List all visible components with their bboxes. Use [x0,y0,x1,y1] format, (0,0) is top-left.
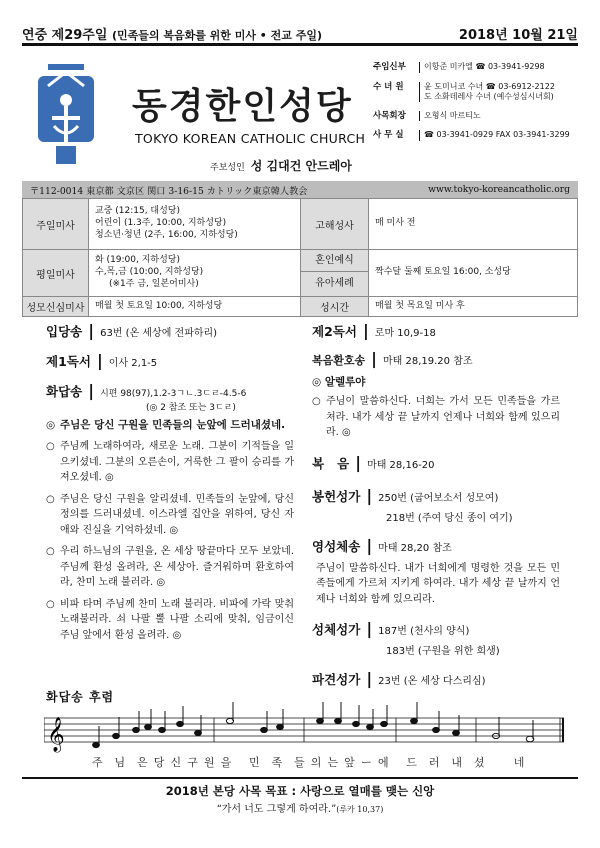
church-logo-icon [34,62,98,166]
psalm-verse [46,544,294,591]
verse-text: 주님은 당신 구원을 알리셨네. 민족들의 눈앞에, 당신 정의를 드러내셨네. 이스라엘 집안을 위하여, 당신 자애와 진실을 기억하셨네. ◎ [60,493,294,536]
verse-text: 비파 타며 주님께 찬미 노래 불러라. 비파에 가락 맞춰 노래불러라. 쇠 나팔 뿔 나팔 소리에 맞춰, 임금이신 주님 앞에서 환성 올려라. ◎ [60,598,294,641]
church-name-english: TOKYO KOREAN CATHOLIC CHURCH [135,131,366,146]
offertory-hymn-2: 218번 (주여 당신 종이 여기) [386,512,513,524]
recessional-text: 23번 (온 세상 다스리심) [378,676,486,688]
header-left [22,24,322,43]
verse-mark: ○ [312,396,321,408]
staff-info: 윤 도미니코 수녀 ☎ 03-6912-2122 도 소화데레사 수녀 (예수성심시녀회) [419,82,555,102]
psalm-reference: 시편 98(97),1.2-3ㄱㄴ.3ㄷㄹ-4.5-6 [100,389,247,399]
first-reading: 제1독서 | 이사 2,1-5 [46,351,158,370]
confession-label: 고해성사 [301,199,369,250]
church-name-korean: 동경한인성당 [132,86,353,127]
verse-mark: ○ [46,493,55,505]
alleluia: ◎ 알렐루야 [312,376,366,388]
verse-mark: ○ [46,441,55,453]
schedule-line: 청소년·청년 (2주, 16:00, 지하성당) [95,229,238,240]
saturday-mass-label: 성모신심미사 [23,297,89,317]
website-link[interactable]: www.tokyo-koreancatholic.org [428,184,570,195]
staff-row [373,111,583,122]
communion-hymn-1: 187번 (천사의 양식) [378,626,470,638]
reading1-heading: 제1독서 [46,354,91,369]
patron-label: 주보성인 [210,163,245,173]
pastoral-goal: 2018년 본당 사목 목표 : 사랑으로 열매를 맺는 신앙 [165,784,435,798]
right-column [312,321,560,688]
wedding-baptism-value: 짝수달 둘째 토요일 16:00, 소성당 [369,250,578,297]
verse-mark: ○ [46,546,55,558]
responsorial-psalm: 화답송 | 시편 98(97),1.2-3ㄱㄴ.3ㄷㄹ-4.5-6 [46,381,247,400]
psalm-note: (◎ 2 참조 또는 3ㄷㄹ) [146,403,236,413]
confession-value: 매 미사 전 [369,199,578,250]
patron-saint [210,157,352,174]
offertory-hymn: 봉헌성가 | 250번 (굽어보소서 성모여) [312,485,499,505]
communion-antiphon: 영성체송 | 마태 28,20 참조 [312,535,452,555]
mass-schedule-table [22,198,578,317]
adoration-label: 성시간 [301,297,369,317]
baptism-label: 유아세례 [301,272,368,296]
communion-antiphon-ref: 마태 28,20 참조 [378,542,452,554]
schedule-line: 어린이 (1.3주, 10:00, 지하성당) [95,218,227,229]
postal-address: 〒112-0014 東京都 文京区 関口 3-16-15 カトリック東京韓人教会 [30,185,308,197]
staff-row [373,130,583,141]
verse-text: 우리 하느님의 구원을, 온 세상 땅끝마다 모두 보았네. 주님께 환성 올려라, 온 세상아. 즐거워하며 환호하여라, 찬미 노래 불러라. ◎ [60,546,294,589]
gospel-heading: 복 음 [312,455,350,471]
bulletin-header [22,24,578,43]
staff-info: ☎ 03-3941-0929 FAX 03-3941-3299 [419,130,570,141]
recessional-hymn: 파견성가 | 23번 (온 세상 다스리심) [312,669,486,689]
music-lyrics: 주 님 은 당 신 구 원 을 민 족 들 의 는 앞 ー 에 드 러 내 셨 네 [92,756,525,769]
reading2-text: 로마 10,9-18 [374,328,436,339]
left-column [46,321,294,643]
response-mark: ◎ [46,419,56,431]
header-rule [22,43,578,46]
footer-verse [0,800,600,815]
staff-info: 오형식 마르티노 [419,111,481,122]
staff-directory [373,62,583,150]
alleluia-verse [312,394,560,441]
entrance-hymn: 입당송 | 63번 (온 세상에 전파하리) [46,321,218,340]
psalm-verse [46,439,294,486]
liturgical-week: 연중 제29주일 [22,28,108,43]
liturgical-occasion: (민족들의 복음화를 위한 미사 • 전교 주일) [111,29,323,42]
schedule-line: 수,목,금 (10:00, 지하성당) [95,267,204,278]
verse-text: 주님께 노래하여라, 새로운 노래. 그분이 기적들을 일으키셨네. 그분의 오른손이, 거룩한 그 팔이 승리를 가져오셨네. ◎ [60,441,294,484]
treble-clef-icon: 𝄞 [47,717,65,752]
entrance-heading: 입당송 [46,324,83,339]
verse-quote: “가서 너도 그렇게 하여라.” [216,804,337,815]
music-title: 화답송 후렴 [46,690,115,704]
entrance-text: 63번 (온 세상에 전파하리) [100,328,218,339]
sunday-mass-label: 주일미사 [23,199,89,250]
adoration-value: 매월 첫 목요일 미사 후 [369,297,578,317]
communion-antiphon-heading: 영성체송 [312,538,361,554]
staff-role: 사목회장 [373,110,406,121]
staff-role: 사 무 실 [373,130,404,141]
staff-info: 이항준 미카엘 ☎ 03-3941-9298 [419,62,545,73]
address-bar [22,181,578,198]
communion-antiphon-text: 주님이 말씀하신다. 내가 너희에게 명령한 것을 모든 민족들에게 가르쳐 지키게 하여라. 내가 세상 끝 날까지 언제나 너희와 함께 있으리라. [316,562,560,605]
staff-role: 수 녀 원 [373,81,404,92]
communion-heading: 성체성가 [312,622,361,638]
verse-mark: ○ [46,598,55,610]
sacrament-labels [301,250,369,297]
psalm-verse [46,597,294,644]
bulletin-date: 2018년 10월 21일 [458,28,578,43]
schedule-line: (※1주 금, 일본어미사) [109,278,199,289]
footer-rule [22,777,578,779]
offertory-hymn-1: 250번 (굽어보소서 성모여) [378,492,499,504]
weekday-mass-label: 평일미사 [23,250,89,297]
sunday-mass-times [89,199,301,250]
gospel-acclamation: 복음환호송 | 마태 28,19.20 참조 [312,349,473,368]
reading1-text: 이사 2,1-5 [108,358,158,369]
psalm-heading: 화답송 [46,384,83,399]
saturday-mass-value: 매월 첫 토요일 10:00, 지하성당 [89,297,301,317]
communion-hymn-2: 183번 (구원을 위한 희생) [386,646,500,658]
alleluia-verse-text: 주님이 말씀하신다. 너희는 가서 모든 민족들을 가르쳐라. 내가 세상 끝 날까지 언제나 너희와 함께 있으리라. ◎ [326,396,560,439]
staff-row [373,62,583,73]
psalm-response [46,417,294,433]
gospel: 복 음 | 마태 28,16-20 [312,452,435,472]
verse-reference: (루카 10,37) [336,805,384,814]
staff-role: 주임신부 [373,62,406,72]
second-reading: 제2독서 | 로마 10,9-18 [312,321,436,340]
acclamation-heading: 복음환호송 [312,354,366,367]
schedule-line: 화 (19:00, 지하성당) [95,255,181,266]
patron-name: 성 김대건 안드레아 [250,159,352,173]
psalm-verse [46,492,294,539]
communion-hymn: 성체성가 | 187번 (천사의 양식) [312,619,470,639]
offertory-heading: 봉헌성가 [312,488,361,504]
gospel-text: 마태 28,16-20 [367,459,435,471]
acclamation-text: 마태 28,19.20 참조 [382,356,473,367]
weekday-mass-times [89,250,301,297]
wedding-label: 혼인예식 [301,250,368,272]
reading2-heading: 제2독서 [312,324,357,339]
staff-row [373,82,583,102]
schedule-line: 교중 (12:15, 대성당) [95,206,181,217]
recessional-heading: 파견성가 [312,672,361,688]
response-text: 주님은 당신 구원을 민족들의 눈앞에 드러내셨네. [60,419,286,431]
